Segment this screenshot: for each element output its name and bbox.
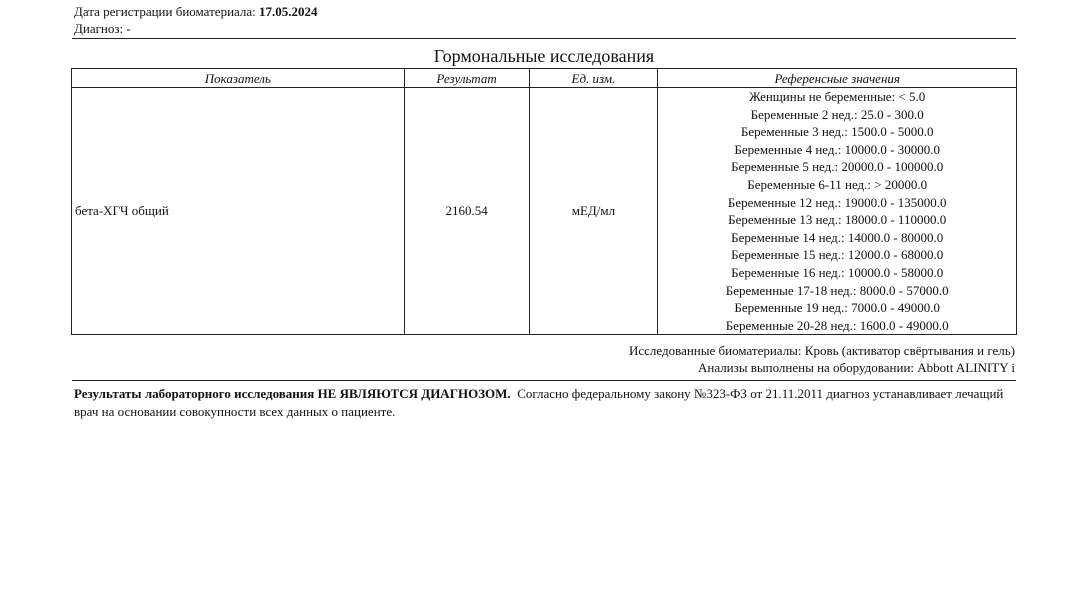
reference-line: Беременные 6-11 нед.: > 20000.0 xyxy=(747,176,928,192)
reference-line: Женщины не беременные: < 5.0 xyxy=(749,89,926,104)
reference-line: Беременные 19 нед.: 7000.0 - 49000.0 xyxy=(734,300,940,316)
table-header-row xyxy=(72,69,1017,88)
footer-divider xyxy=(72,380,1016,381)
results-table xyxy=(71,68,1017,335)
registration-label: Дата регистрации биоматериала: xyxy=(74,4,256,19)
reference-line: Беременные 17-18 нед.: 8000.0 - 57000.0 xyxy=(725,282,949,298)
reference-line: Беременные 15 нед.: 12000.0 - 68000.0 xyxy=(731,247,944,263)
column-header-result: Результат xyxy=(404,69,529,88)
registration-date-line xyxy=(74,4,318,19)
column-header-reference: Референсные значения xyxy=(658,69,1017,88)
reference-line: Беременные 13 нед.: 18000.0 - 110000.0 xyxy=(728,212,947,228)
reference-cell xyxy=(658,88,1017,335)
biomaterial-note: Исследованные биоматериалы: Кровь (активатор свёртывания и гель) xyxy=(628,343,1015,358)
reference-line: Беременные 16 нед.: 10000.0 - 58000.0 xyxy=(731,264,944,280)
table-row xyxy=(72,88,1017,335)
reference-line: Беременные 14 нед.: 14000.0 - 80000.0 xyxy=(731,229,944,245)
registration-date: 17.05.2024 xyxy=(259,4,318,19)
section-title: Гормональные исследования xyxy=(433,46,655,66)
reference-line: Беременные 20-28 нед.: 1600.0 - 49000.0 xyxy=(725,317,949,333)
indicator-cell: бета-ХГЧ общий xyxy=(72,88,405,335)
reference-line: Беременные 3 нед.: 1500.0 - 5000.0 xyxy=(740,124,934,140)
diagnosis-line xyxy=(74,21,131,36)
column-header-unit: Ед. изм. xyxy=(529,69,658,88)
disclaimer-text: Согласно федеральному закону №323-ФЗ от 21.11.2011 диагноз устанавливает лечащий врач на основании совокупности всех данных о пациенте. xyxy=(74,386,1004,419)
reference-line: Беременные 4 нед.: 10000.0 - 30000.0 xyxy=(734,141,940,157)
equipment-note: Анализы выполнены на оборудовании: Abbott ALINITY i xyxy=(697,360,1015,375)
reference-line: Беременные 2 нед.: 25.0 - 300.0 xyxy=(750,106,924,122)
diagnosis-label: Диагноз: xyxy=(74,21,124,36)
diagnosis-value: - xyxy=(126,21,131,36)
reference-line: Беременные 12 нед.: 19000.0 - 135000.0 xyxy=(727,194,947,210)
reference-line: Беременные 5 нед.: 20000.0 - 100000.0 xyxy=(731,159,944,175)
disclaimer xyxy=(74,385,1020,421)
column-header-indicator: Показатель xyxy=(72,69,405,88)
disclaimer-bold: Результаты лабораторного исследования НЕ ЯВЛЯЮТСЯ ДИАГНОЗОМ. xyxy=(74,386,511,401)
result-cell: 2160.54 xyxy=(404,88,529,335)
header-divider xyxy=(72,38,1016,39)
unit-cell: мЕД/мл xyxy=(529,88,658,335)
